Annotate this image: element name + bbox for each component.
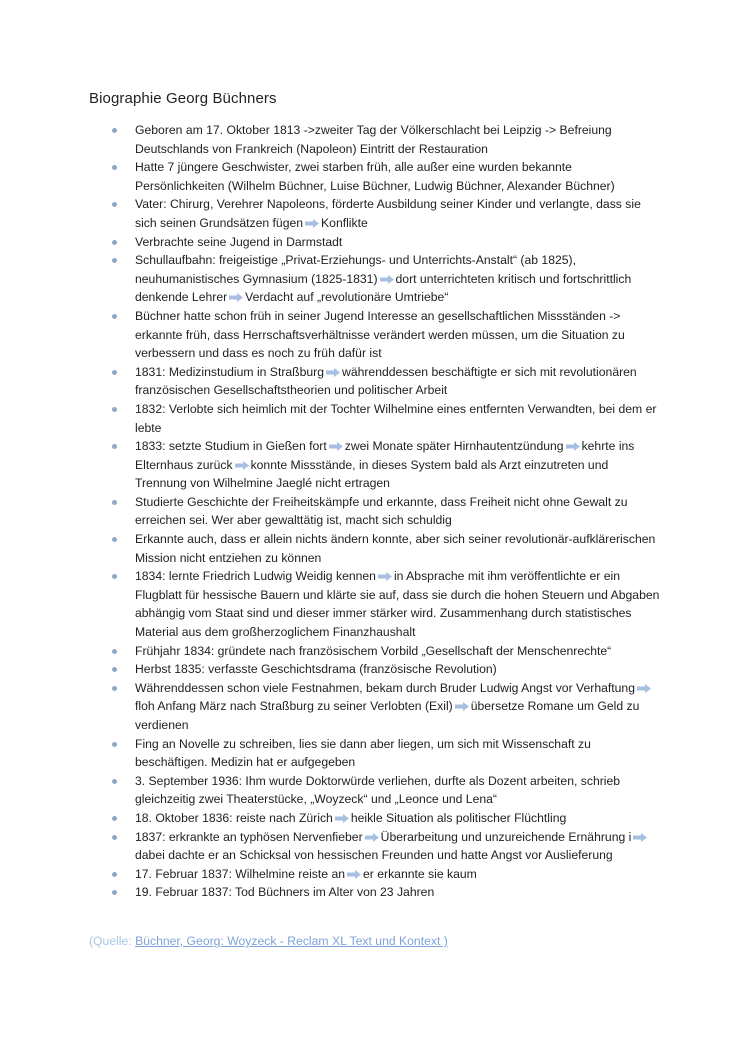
bullet-icon — [112, 407, 117, 412]
list-item-text: Büchner hatte schon früh in seiner Jugend Interesse an gesellschaftlichen Missständen -> erkannte früh, dass Herrschaftsverhältnisse verändert werden müssen, um die Situation zu verbessern und dass es noch zu früh dafür ist — [135, 308, 625, 361]
list-item-text: 17. Februar 1837: Wilhelmine reiste an — [135, 866, 346, 881]
bullet-icon — [112, 667, 117, 672]
list-item-text: 1831: Medizinstudium in Straßburg — [135, 364, 325, 379]
list-item-text: 18. Oktober 1836: reiste nach Zürich — [135, 810, 333, 825]
list-item-text: 1837: erkrankte an typhösen Nervenfieber — [135, 829, 363, 844]
bullet-icon — [112, 816, 117, 821]
list-item — [0, 772, 660, 809]
bullet-icon — [112, 649, 117, 654]
list-item-text: Verbrachte seine Jugend in Darmstadt — [135, 234, 343, 249]
right-arrow-icon — [455, 702, 469, 711]
list-item — [0, 233, 660, 252]
list-item-text: 1833: setzte Studium in Gießen fort — [135, 439, 327, 454]
list-item-text: er erkannte sie kaum — [363, 866, 477, 881]
right-arrow-icon — [347, 870, 361, 879]
right-arrow-icon — [329, 442, 343, 451]
list-item — [0, 809, 660, 828]
list-item-text: 1834: lernte Friedrich Ludwig Weidig kennen — [135, 569, 376, 584]
list-item-text: Vater: Chirurg, Verehrer Napoleons, förderte Ausbildung seiner Kinder und verlangte, dass sie sich seinen Grundsätzen fügen — [135, 197, 641, 230]
list-item — [0, 363, 660, 400]
list-item — [0, 251, 660, 307]
list-item-text: zwei Monate später Hirnhautentzündung — [344, 439, 564, 454]
source-note — [89, 934, 448, 948]
list-item — [0, 642, 660, 661]
bullet-icon — [112, 314, 117, 319]
right-arrow-icon — [637, 684, 651, 693]
list-item — [0, 121, 660, 158]
right-arrow-icon — [365, 833, 379, 842]
list-item-text: Schullaufbahn: freigeistige „Privat-Erziehungs- und Unterrichts-Anstalt“ (ab 1825), neuhumanistisches Gymnasium (1825-1831) — [135, 253, 576, 286]
list-item — [0, 530, 660, 567]
list-item — [0, 307, 660, 363]
list-item-text: floh Anfang März nach Straßburg zu seiner Verlobten (Exil) — [135, 699, 453, 714]
right-arrow-icon — [229, 293, 243, 302]
list-item-text: Konflikte — [321, 215, 368, 230]
bullet-icon — [112, 240, 117, 245]
right-arrow-icon — [326, 368, 340, 377]
list-item-text: konnte Missstände, in dieses System bald als Arzt einzutreten und Trennung von Wilhelmine Jaeglé nicht ertragen — [135, 457, 609, 491]
bullet-icon — [112, 165, 117, 170]
list-item — [0, 195, 660, 232]
list-item — [0, 437, 660, 493]
list-item — [0, 660, 660, 679]
bullet-icon — [112, 444, 117, 449]
list-item-text: Währenddessen schon viele Festnahmen, bekam durch Bruder Ludwig Angst vor Verhaftung — [135, 680, 635, 695]
bullet-icon — [112, 742, 117, 747]
right-arrow-icon — [378, 572, 392, 581]
page-title: Biographie Georg Büchners — [89, 90, 277, 107]
list-item — [0, 865, 660, 884]
list-item-text: Studierte Geschichte der Freiheitskämpfe und erkannte, dass Freiheit nicht ohne Gewalt zu erreichen sei. Wer aber gewalttätig ist, macht sich schuldig — [135, 494, 628, 528]
right-arrow-icon — [633, 833, 647, 842]
list-item-text: 3. September 1936: Ihm wurde Doktorwürde verliehen, durfte als Dozent arbeiten, schrieb gleichzeitig zwei Theaterstücke, „Woyzeck“ und „Leonce und Lena“ — [135, 773, 621, 807]
bullet-icon — [112, 537, 117, 542]
list-item — [0, 828, 660, 865]
bullet-icon — [112, 258, 117, 263]
bullet-icon — [112, 835, 117, 840]
list-item-text: dort unterrichteten kritisch und fortschrittlich denkende Lehrer — [135, 271, 632, 305]
list-item-text: Überarbeitung und unzureichende Ernährung i — [380, 829, 632, 844]
source-prefix: (Quelle: — [89, 934, 136, 948]
list-item-text: heikle Situation als politischer Flüchtling — [350, 810, 567, 825]
list-item-text: dabei dachte er an Schicksal von hessischen Freunden und hatte Angst vor Auslieferung — [135, 848, 613, 863]
bullet-icon — [112, 202, 117, 207]
right-arrow-icon — [235, 461, 249, 470]
right-arrow-icon — [566, 442, 580, 451]
list-item — [0, 493, 660, 530]
list-item — [0, 567, 660, 641]
biography-list — [0, 121, 750, 902]
list-item-text: währenddessen beschäftigte er sich mit revolutionären französischen Gesellschaftstheorien und politischer Arbeit — [135, 364, 637, 398]
bullet-icon — [112, 872, 117, 877]
bullet-icon — [112, 574, 117, 579]
list-item-text: Verdacht auf „revolutionäre Umtriebe“ — [245, 290, 449, 305]
bullet-icon — [112, 500, 117, 505]
bullet-icon — [112, 370, 117, 375]
list-item-text: in Absprache mit ihm veröffentlichte er ein Flugblatt für hessische Bauern und klärte sie auf, dass sie durch die hohen Steuern und Abgaben abhängig vom Staat sind und dieser immer stärker wird. Zusammenhang durch statistisches Material aus dem großherzoglichem Finanzhaushalt — [135, 569, 660, 640]
list-item — [0, 158, 660, 195]
right-arrow-icon — [335, 814, 349, 823]
bullet-icon — [112, 890, 117, 895]
list-item — [0, 679, 660, 735]
list-item-text: 19. Februar 1837: Tod Büchners im Alter von 23 Jahren — [135, 885, 435, 900]
right-arrow-icon — [305, 219, 319, 228]
list-item-text: 1832: Verlobte sich heimlich mit der Tochter Wilhelmine eines entfernten Verwandten, bei dem er lebte — [135, 401, 657, 435]
bullet-icon — [112, 128, 117, 133]
list-item-text: Frühjahr 1834: gründete nach französischem Vorbild „Gesellschaft der Menschenrechte“ — [135, 643, 612, 658]
list-item — [0, 735, 660, 772]
right-arrow-icon — [380, 275, 394, 284]
list-item-text: Fing an Novelle zu schreiben, lies sie dann aber liegen, um sich mit Wissenschaft zu beschäftigen. Medizin hat er aufgegeben — [135, 736, 591, 770]
list-item — [0, 883, 660, 902]
list-item-text: Hatte 7 jüngere Geschwister, zwei starben früh, alle außer eine wurden bekannte Persönlichkeiten (Wilhelm Büchner, Luise Büchner, Ludwig Büchner, Alexander Büchner) — [135, 160, 615, 193]
list-item-text: Geboren am 17. Oktober 1813 ->zweiter Tag der Völkerschlacht bei Leipzig -> Befreiung Deutschlands von Frankreich (Napoleon) Eintritt der Restauration — [135, 123, 612, 156]
list-item-text: kehrte ins Elternhaus zurück — [135, 439, 635, 472]
list-item-text: übersetze Romane um Geld zu verdienen — [135, 699, 640, 732]
list-item-text: Herbst 1835: verfasste Geschichtsdrama (französische Revolution) — [135, 662, 497, 677]
list-item-text: Erkannte auch, dass er allein nichts ändern konnte, aber sich seiner revolutionär-aufklärerischen Mission nicht entziehen zu können — [135, 532, 656, 565]
source-link[interactable]: Büchner, Georg: Woyzeck - Reclam XL Text und Kontext ) — [135, 934, 448, 948]
list-item — [0, 400, 660, 437]
bullet-icon — [112, 779, 117, 784]
bullet-icon — [112, 686, 117, 691]
